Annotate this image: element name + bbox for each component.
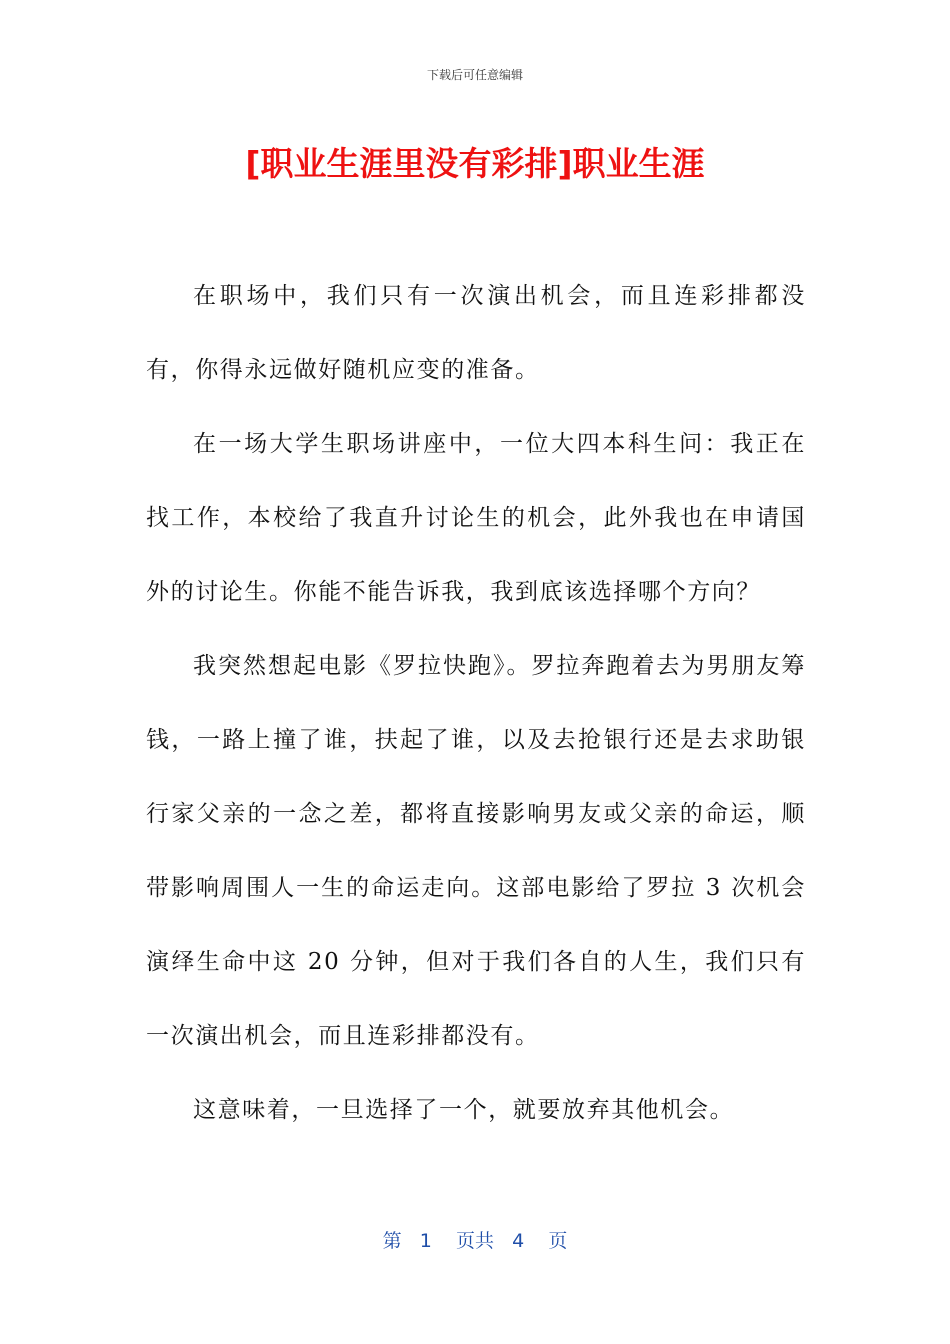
page-footer (0, 1226, 950, 1253)
paragraph: 在职场中，我们只有一次演出机会，而且连彩排都没有，你得永远做好随机应变的准备。 (146, 283, 806, 383)
document-title: [职业生涯里没有彩排]职业生涯 (245, 144, 705, 183)
total-pages: 4 (512, 1230, 525, 1252)
paragraph: 我突然想起电影《罗拉快跑》。罗拉奔跑着去为男朋友筹钱，一路上撞了谁，扶起了谁，以及去抢银行还是去求助银行家父亲的一念之差，都将直接影响男友或父亲的命运，顺带影响周围人一生的命运走向。这部电影给了罗拉 3 次机会演绎生命中这 20 分钟，但对于我们各自的人生，我们只有一次演出机会，而且连彩排都没有。 (146, 653, 806, 1049)
page-prefix: 第 (382, 1230, 402, 1252)
page-middle: 页共 (455, 1230, 494, 1252)
page-suffix: 页 (548, 1230, 568, 1252)
paragraph: 在一场大学生职场讲座中，一位大四本科生问：我正在找工作，本校给了我直升讨论生的机会，此外我也在申请国外的讨论生。你能不能告诉我，我到底该选择哪个方向？ (146, 431, 806, 605)
paragraph: 这意味着，一旦选择了一个，就要放弃其他机会。 (193, 1097, 735, 1123)
document-body (146, 259, 806, 1147)
header-note: 下载后可任意编辑 (426, 68, 523, 82)
current-page-number: 1 (419, 1230, 432, 1252)
